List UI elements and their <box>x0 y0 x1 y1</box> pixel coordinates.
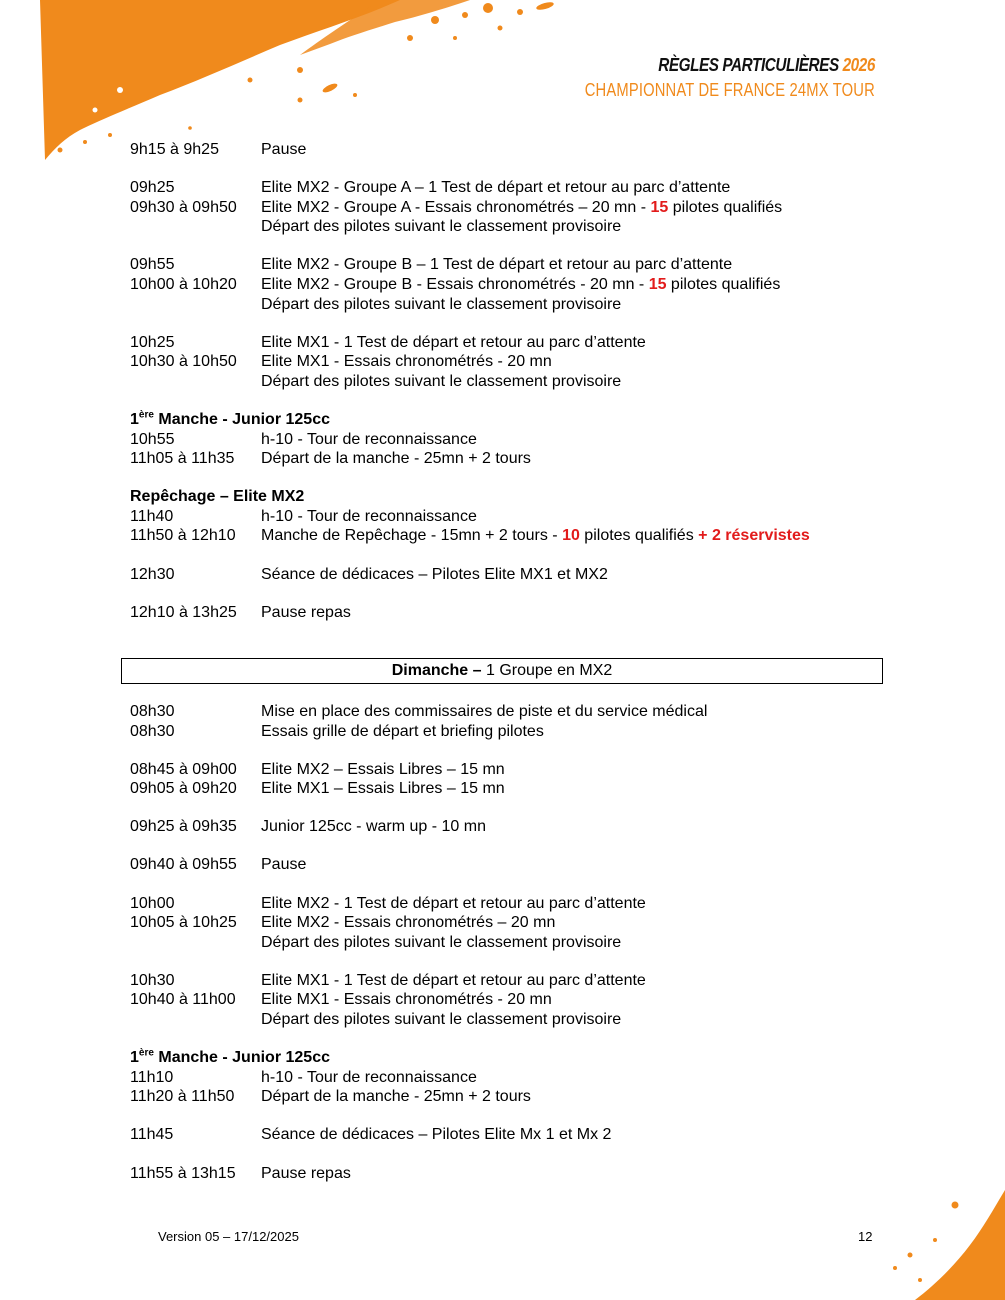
schedule-row: 09h55 Elite MX2 - Groupe B – 1 Test de départ et retour au parc d’attente <box>130 256 733 274</box>
repechage-section-title: Repêchage – Elite MX2 <box>130 488 305 506</box>
schedule-row: 9h15 à 9h25 Pause <box>130 141 307 158</box>
schedule-row: 11h55 à 13h15 Pause repas <box>130 1164 351 1182</box>
schedule-row: 09h05 à 09h20 Elite MX1 – Essais Libres – 15 mn <box>130 780 505 798</box>
schedule-row: 11h20 à 11h50 Départ de la manche - 25mn + 2 tours <box>130 1088 531 1106</box>
page-number: 12 <box>858 1229 873 1244</box>
schedule-row: 11h05 à 11h35 Départ de la manche - 25mn + 2 tours <box>130 450 531 468</box>
schedule-row: 09h40 à 09h55 Pause <box>130 856 307 874</box>
schedule-row: 10h00 Elite MX2 - 1 Test de départ et retour au parc d’attente <box>130 894 646 912</box>
schedule-row: 10h55 h-10 - Tour de reconnaissance <box>130 430 477 448</box>
qualified-count: 10 <box>562 527 580 545</box>
schedule-row: Départ des pilotes suivant le classement provisoire <box>261 295 622 313</box>
saturday-schedule <box>130 140 890 622</box>
schedule-row: 10h30 Elite MX1 - 1 Test de départ et retour au parc d’attente <box>130 971 646 989</box>
schedule-row: 09h25 Elite MX2 - Groupe A – 1 Test de départ et retour au parc d’attente <box>130 179 731 197</box>
schedule-row: 10h05 à 10h25 Elite MX2 - Essais chronométrés – 20 mn <box>130 914 556 932</box>
schedule-row: 08h30 Essais grille de départ et briefing pilotes <box>130 722 544 740</box>
schedule-row: 09h30 à 09h50 Elite MX2 - Groupe A - Essais chronométrés – 20 mn - 15 pilotes qualifiés <box>130 198 783 216</box>
schedule-row: Départ des pilotes suivant le classement provisoire <box>261 933 622 951</box>
schedule-row: 11h40 h-10 - Tour de reconnaissance <box>130 507 477 525</box>
sunday-schedule <box>130 702 890 1183</box>
junior-section-title: 1ère Manche - Junior 125cc <box>130 1047 330 1067</box>
schedule-row: 11h50 à 12h10 Manche de Repêchage - 15mn + 2 tours - 10 pilotes qualifiés + 2 réservistes <box>130 527 810 545</box>
header-title: RÈGLES PARTICULIÈRES 2026 <box>658 55 875 75</box>
schedule-row: 12h10 à 13h25 Pause repas <box>130 603 351 621</box>
header-year: 2026 <box>842 55 875 75</box>
schedule-row: 08h45 à 09h00 Elite MX2 – Essais Libres – 15 mn <box>130 760 505 778</box>
sunday-header-box: Dimanche – 1 Groupe en MX2 <box>121 658 883 684</box>
document-header <box>521 55 875 101</box>
schedule-row: Départ des pilotes suivant le classement provisoire <box>261 1011 622 1029</box>
header-subtitle: CHAMPIONNAT DE FRANCE 24MX TOUR <box>584 80 875 100</box>
version-footer: Version 05 – 17/12/2025 <box>158 1229 299 1244</box>
schedule-row: 10h30 à 10h50 Elite MX1 - Essais chronométrés - 20 mn <box>130 353 552 371</box>
schedule-row: Départ des pilotes suivant le classement provisoire <box>261 218 622 236</box>
schedule-row: 12h30 Séance de dédicaces – Pilotes Elite MX1 et MX2 <box>130 565 608 583</box>
schedule-row: 09h25 à 09h35 Junior 125cc - warm up - 10 mn <box>130 818 486 836</box>
qualified-count: 15 <box>648 275 667 293</box>
schedule-row: 10h25 Elite MX1 - 1 Test de départ et retour au parc d’attente <box>130 333 646 351</box>
schedule-row: 11h10 h-10 - Tour de reconnaissance <box>130 1068 477 1086</box>
schedule-row: 11h45 Séance de dédicaces – Pilotes Elite Mx 1 et Mx 2 <box>130 1126 612 1144</box>
junior-section-title: 1ère Manche - Junior 125cc <box>130 409 330 428</box>
schedule-row: 08h30 Mise en place des commissaires de piste et du service médical <box>130 703 708 720</box>
schedule-row: Départ des pilotes suivant le classement provisoire <box>261 372 622 390</box>
footer-brush-decoration <box>795 1190 1005 1300</box>
schedule-row: 10h00 à 10h20 Elite MX2 - Groupe B - Essais chronométrés - 20 mn - 15 pilotes qualifiés <box>130 275 781 293</box>
schedule-row: 10h40 à 11h00 Elite MX1 - Essais chronométrés - 20 mn <box>130 991 552 1009</box>
reserves-note: + 2 réservistes <box>698 527 810 545</box>
qualified-count: 15 <box>650 198 669 216</box>
